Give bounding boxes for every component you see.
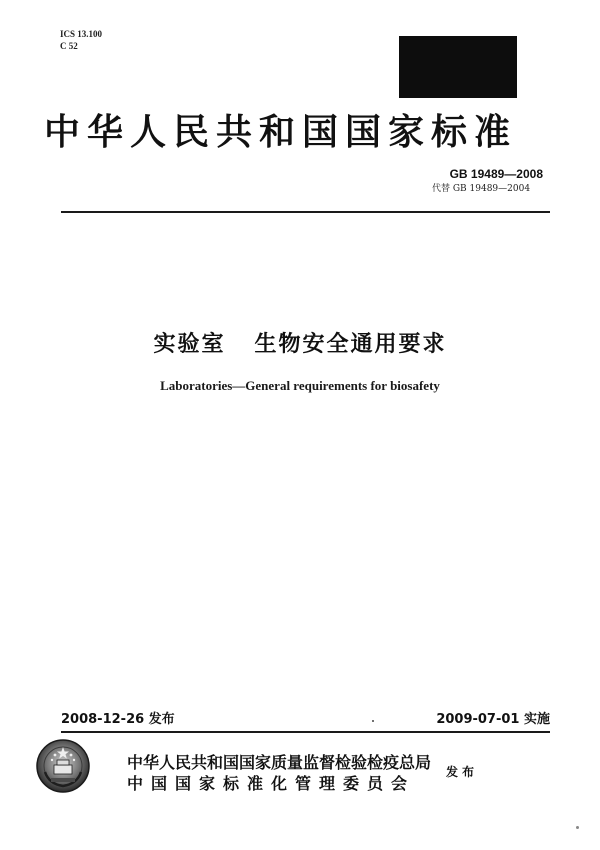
national-standard-title: 中华人民共和国国家标准 xyxy=(44,111,518,153)
issuer-aqsiq: 中华人民共和国国家质量监督检验检疫总局 xyxy=(127,753,432,772)
ccs-code: C 52 xyxy=(60,41,78,51)
top-divider xyxy=(61,211,550,213)
standard-number: GB 19489—2008 xyxy=(449,167,543,181)
bottom-divider xyxy=(61,731,550,733)
issuer-sac: 中国国家标准化管理委员会 xyxy=(127,774,416,793)
implementation-date: 2009-07-01 实施 xyxy=(436,712,550,727)
classification-codes xyxy=(60,28,102,52)
issue-date: 2008-12-26 发布 xyxy=(61,712,175,727)
chinese-title: 实验室 生物安全通用要求 xyxy=(153,332,447,357)
ics-code: ICS 13.100 xyxy=(60,29,103,39)
english-title: Laboratories—General requirements for biosafety xyxy=(160,378,440,393)
publish-label: 发布 xyxy=(446,765,479,779)
scan-speck-corner xyxy=(576,826,579,829)
replaces-standard: 代替 GB 19489—2004 xyxy=(432,184,531,194)
redaction-box xyxy=(399,36,517,98)
scan-speck xyxy=(372,720,374,722)
national-emblem-icon xyxy=(35,738,91,794)
